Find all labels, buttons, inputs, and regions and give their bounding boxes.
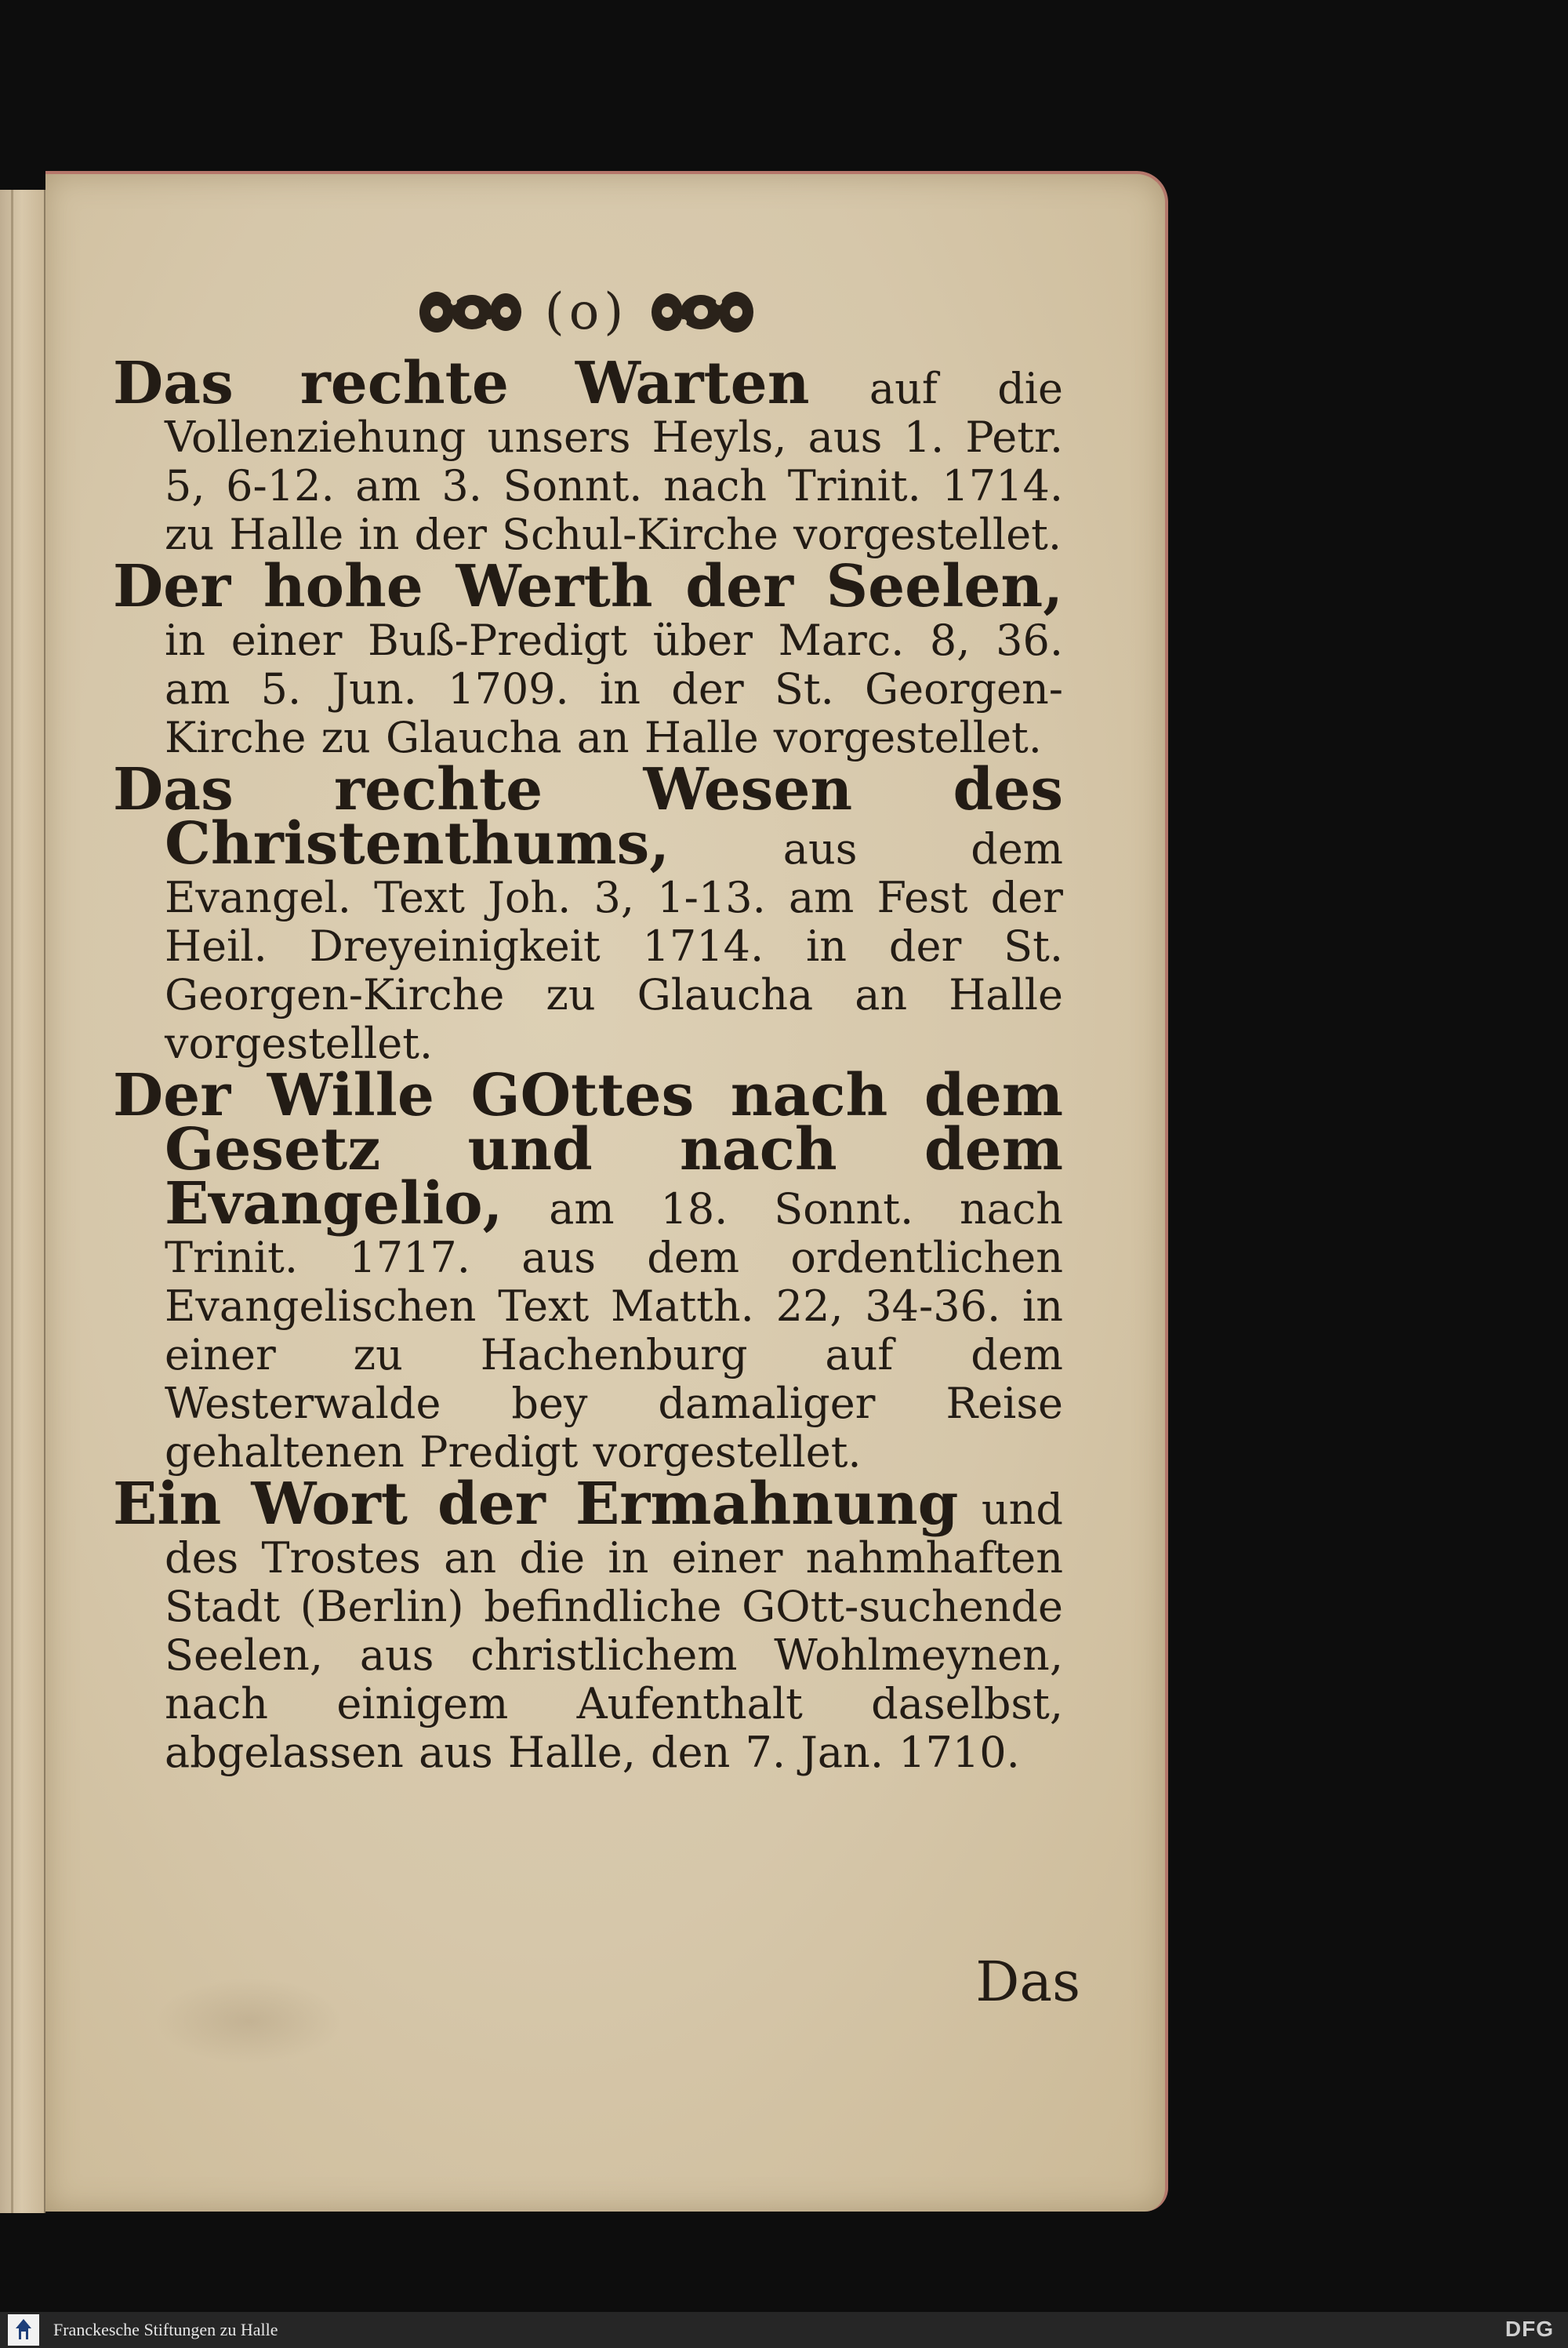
entry-title: Der hohe Werth der Seelen, — [113, 553, 1063, 620]
institution-name: Franckesche Stiftungen zu Halle — [53, 2320, 278, 2339]
entry-title: Das rechte Wesen des Christenthums, — [113, 756, 1063, 878]
list-item — [113, 1062, 1063, 1477]
list-item — [113, 350, 1063, 559]
book-page — [45, 171, 1168, 2212]
entry-text: aus dem Evangel. Text Joh. 3, 1-13. am Fest der Heil. Dreyeinigkeit 1714. in der St. Georgen-Kirche zu Glaucha an Halle vorgestellet. — [165, 824, 1063, 1068]
previous-page-edge — [0, 190, 45, 2213]
list-item — [113, 756, 1063, 1068]
list-item — [113, 1470, 1063, 1777]
faded-stamp-mark — [155, 1978, 343, 2064]
right-ornament-icon — [642, 285, 760, 340]
catchword: Das — [975, 1950, 1080, 2014]
entry-text: und des Trostes an die in einer nahmhaften Stadt (Berlin) befindliche GOtt-suchende Seelen, aus christlichem Wohlmeynen, nach einigem Aufenthalt daselbst, abgelassen aus Halle, den 7. Jan. 1710. — [165, 1485, 1063, 1777]
funder-logo: DFG — [1504, 2317, 1554, 2341]
sermon-list — [113, 350, 1063, 1780]
entry-text: auf die Vollenziehung unsers Heyls, aus 1. Petr. 5, 6-12. am 3. Sonnt. nach Trinit. 1714. zu Halle in der Schul-Kirche vorgestellet. — [165, 364, 1063, 559]
entry-title: Ein Wort der Ermahnung — [113, 1470, 959, 1538]
entry-title: Der Wille GOttes nach dem Gesetz und nach dem Evangelio, — [113, 1062, 1063, 1238]
page-header — [367, 274, 806, 350]
entry-title: Das rechte Warten — [113, 350, 810, 417]
viewer-footer — [0, 2312, 1568, 2348]
institution-logo-icon — [8, 2314, 39, 2346]
entry-text: am 18. Sonnt. nach Trinit. 1717. aus dem ordentlichen Evangelischen Text Matth. 22, 34-36. in einer zu Hachenburg auf dem Westerwalde bey damaliger Reise gehaltenen Predigt vorgestellet. — [165, 1184, 1063, 1477]
left-ornament-icon — [413, 285, 531, 340]
page-number: (o) — [544, 283, 629, 341]
list-item — [113, 553, 1063, 762]
entry-text: in einer Buß-Predigt über Marc. 8, 36. am 5. Jun. 1709. in der St. Georgen-Kirche zu Glaucha an Halle vorgestellet. — [165, 616, 1063, 762]
